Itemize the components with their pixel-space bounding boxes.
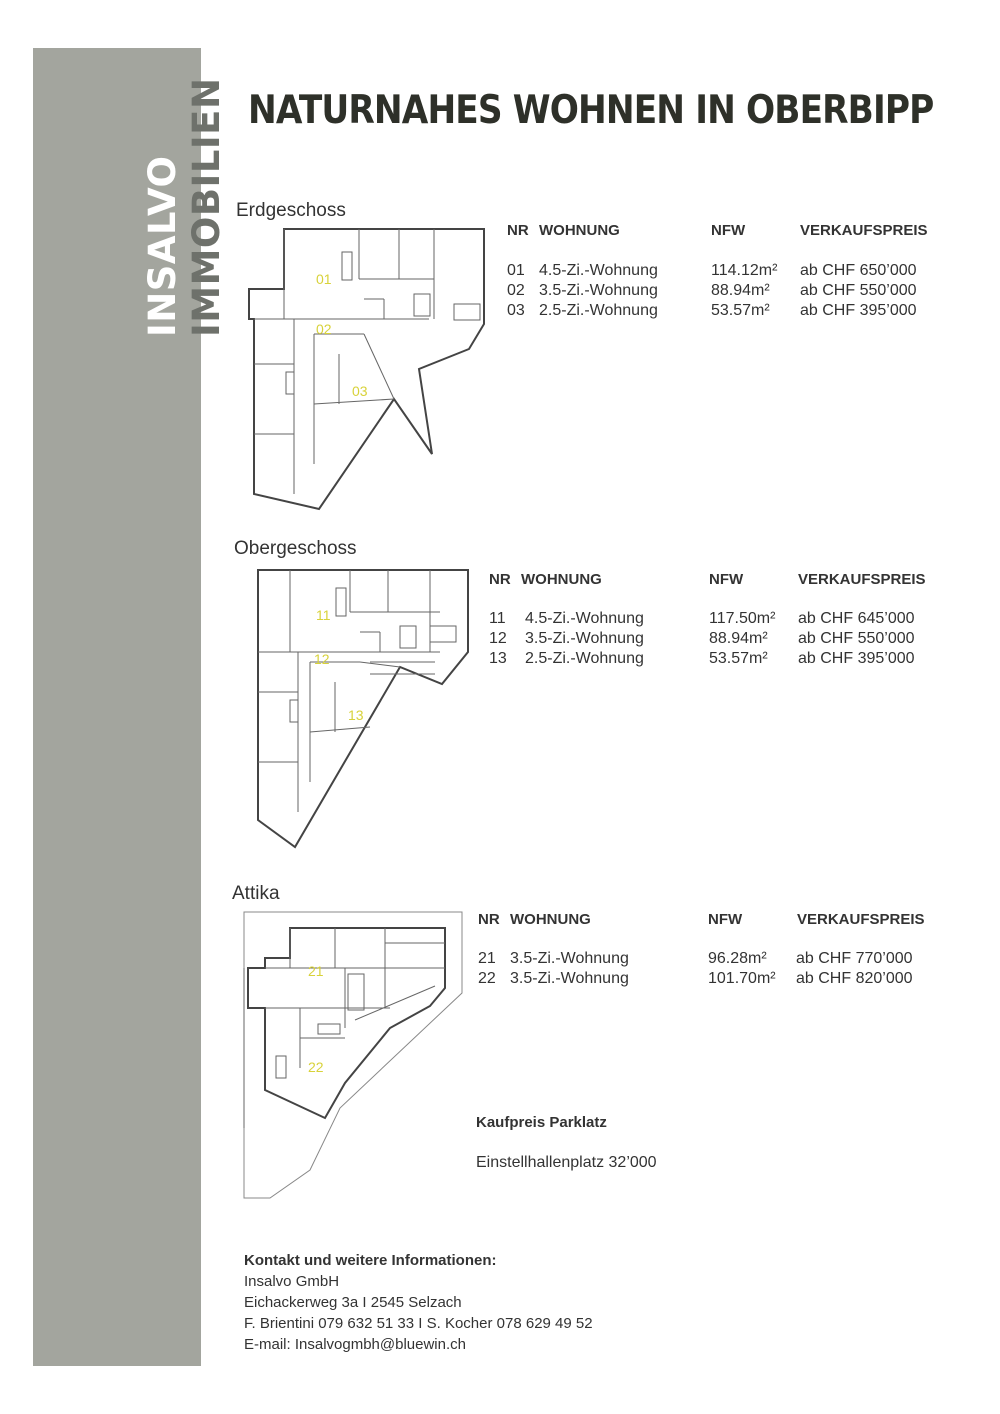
- row-nr: 22: [478, 970, 496, 987]
- brand-line-2: IMMOBILIEN: [185, 77, 228, 337]
- row-nr: 11: [489, 610, 506, 627]
- row-wohnung: 3.5-Zi.-Wohnung: [525, 630, 644, 647]
- row-wohnung: 4.5-Zi.-Wohnung: [539, 262, 658, 279]
- contact-title: Kontakt und weitere Informationen:: [244, 1252, 497, 1269]
- row-nfw: 88.94m²: [711, 282, 770, 299]
- row-preis: ab CHF 820’000: [796, 970, 913, 987]
- table-row: [478, 950, 938, 970]
- floorplan-erdgeschoss-drawing: [244, 224, 494, 514]
- table-row: [489, 610, 949, 630]
- row-nr: 12: [489, 630, 507, 647]
- plan-label-21: 21: [308, 963, 324, 979]
- row-wohnung: 3.5-Zi.-Wohnung: [539, 282, 658, 299]
- row-nr: 02: [507, 282, 525, 299]
- row-preis: ab CHF 550’000: [800, 282, 917, 299]
- header-nfw: NFW: [708, 911, 743, 928]
- brand-line-1: INSALVO: [141, 155, 184, 337]
- header-nr: NR: [507, 222, 529, 239]
- header-wohnung: WOHNUNG: [510, 911, 591, 928]
- header-wohnung: WOHNUNG: [521, 571, 602, 588]
- row-preis: ab CHF 395’000: [800, 302, 917, 319]
- plan-label-02: 02: [316, 321, 332, 337]
- brand-logo: [141, 77, 241, 337]
- row-wohnung: 2.5-Zi.-Wohnung: [525, 650, 644, 667]
- plan-label-12: 12: [314, 651, 330, 667]
- floorplan-attika-drawing: [240, 908, 465, 1203]
- header-verkaufspreis: VERKAUFSPREIS: [800, 222, 928, 239]
- row-wohnung: 4.5-Zi.-Wohnung: [525, 610, 644, 627]
- floor-label-obergeschoss: Obergeschoss: [234, 538, 357, 559]
- row-nr: 01: [507, 262, 525, 279]
- header-verkaufspreis: VERKAUFSPREIS: [798, 571, 926, 588]
- table-row: [489, 630, 949, 650]
- header-nr: NR: [478, 911, 500, 928]
- row-preis: ab CHF 770’000: [796, 950, 913, 967]
- row-nfw: 53.57m²: [709, 650, 768, 667]
- plan-label-03: 03: [352, 383, 368, 399]
- parking-title: Kaufpreis Parklatz: [476, 1114, 607, 1131]
- contact-block: [244, 1250, 593, 1355]
- plan-label-01: 01: [316, 271, 332, 287]
- header-wohnung: WOHNUNG: [539, 222, 620, 239]
- floorplan-attika: [240, 908, 465, 1203]
- plan-label-22: 22: [308, 1059, 324, 1075]
- row-wohnung: 2.5-Zi.-Wohnung: [539, 302, 658, 319]
- table-row: [507, 262, 967, 282]
- contact-phones: F. Brientini 079 632 51 33 I S. Kocher 078 629 49 52: [244, 1315, 593, 1332]
- floor-label-erdgeschoss: Erdgeschoss: [236, 200, 346, 221]
- row-preis: ab CHF 550’000: [798, 630, 915, 647]
- contact-company: Insalvo GmbH: [244, 1273, 340, 1290]
- header-nfw: NFW: [709, 571, 744, 588]
- row-wohnung: 3.5-Zi.-Wohnung: [510, 970, 629, 987]
- floorplan-obergeschoss: [250, 562, 475, 852]
- header-verkaufspreis: VERKAUFSPREIS: [797, 911, 925, 928]
- row-nfw: 53.57m²: [711, 302, 770, 319]
- floorplan-obergeschoss-drawing: [250, 562, 475, 852]
- row-nr: 03: [507, 302, 525, 319]
- table-row: [489, 650, 949, 670]
- contact-address: Eichackerweg 3a I 2545 Selzach: [244, 1294, 462, 1311]
- floorplan-erdgeschoss: [244, 224, 494, 514]
- row-nfw: 101.70m²: [708, 970, 776, 987]
- row-nr: 21: [478, 950, 496, 967]
- page-title: NATURNAHES WOHNEN IN OBERBIPP: [248, 88, 934, 133]
- row-nfw: 114.12m²: [711, 262, 778, 279]
- table-row: [507, 302, 967, 322]
- floor-label-attika: Attika: [232, 883, 280, 904]
- header-nr: NR: [489, 571, 511, 588]
- row-nfw: 88.94m²: [709, 630, 768, 647]
- row-preis: ab CHF 650’000: [800, 262, 917, 279]
- table-row: [507, 282, 967, 302]
- row-nr: 13: [489, 650, 507, 667]
- contact-email[interactable]: E-mail: Insalvogmbh@bluewin.ch: [244, 1336, 466, 1353]
- plan-label-11: 11: [316, 607, 331, 623]
- row-wohnung: 3.5-Zi.-Wohnung: [510, 950, 629, 967]
- row-nfw: 117.50m²: [709, 610, 776, 627]
- parking-price: Einstellhallenplatz 32’000: [476, 1154, 657, 1171]
- row-preis: ab CHF 645’000: [798, 610, 915, 627]
- row-preis: ab CHF 395’000: [798, 650, 915, 667]
- header-nfw: NFW: [711, 222, 746, 239]
- table-row: [478, 970, 938, 990]
- row-nfw: 96.28m²: [708, 950, 767, 967]
- plan-label-13: 13: [348, 707, 364, 723]
